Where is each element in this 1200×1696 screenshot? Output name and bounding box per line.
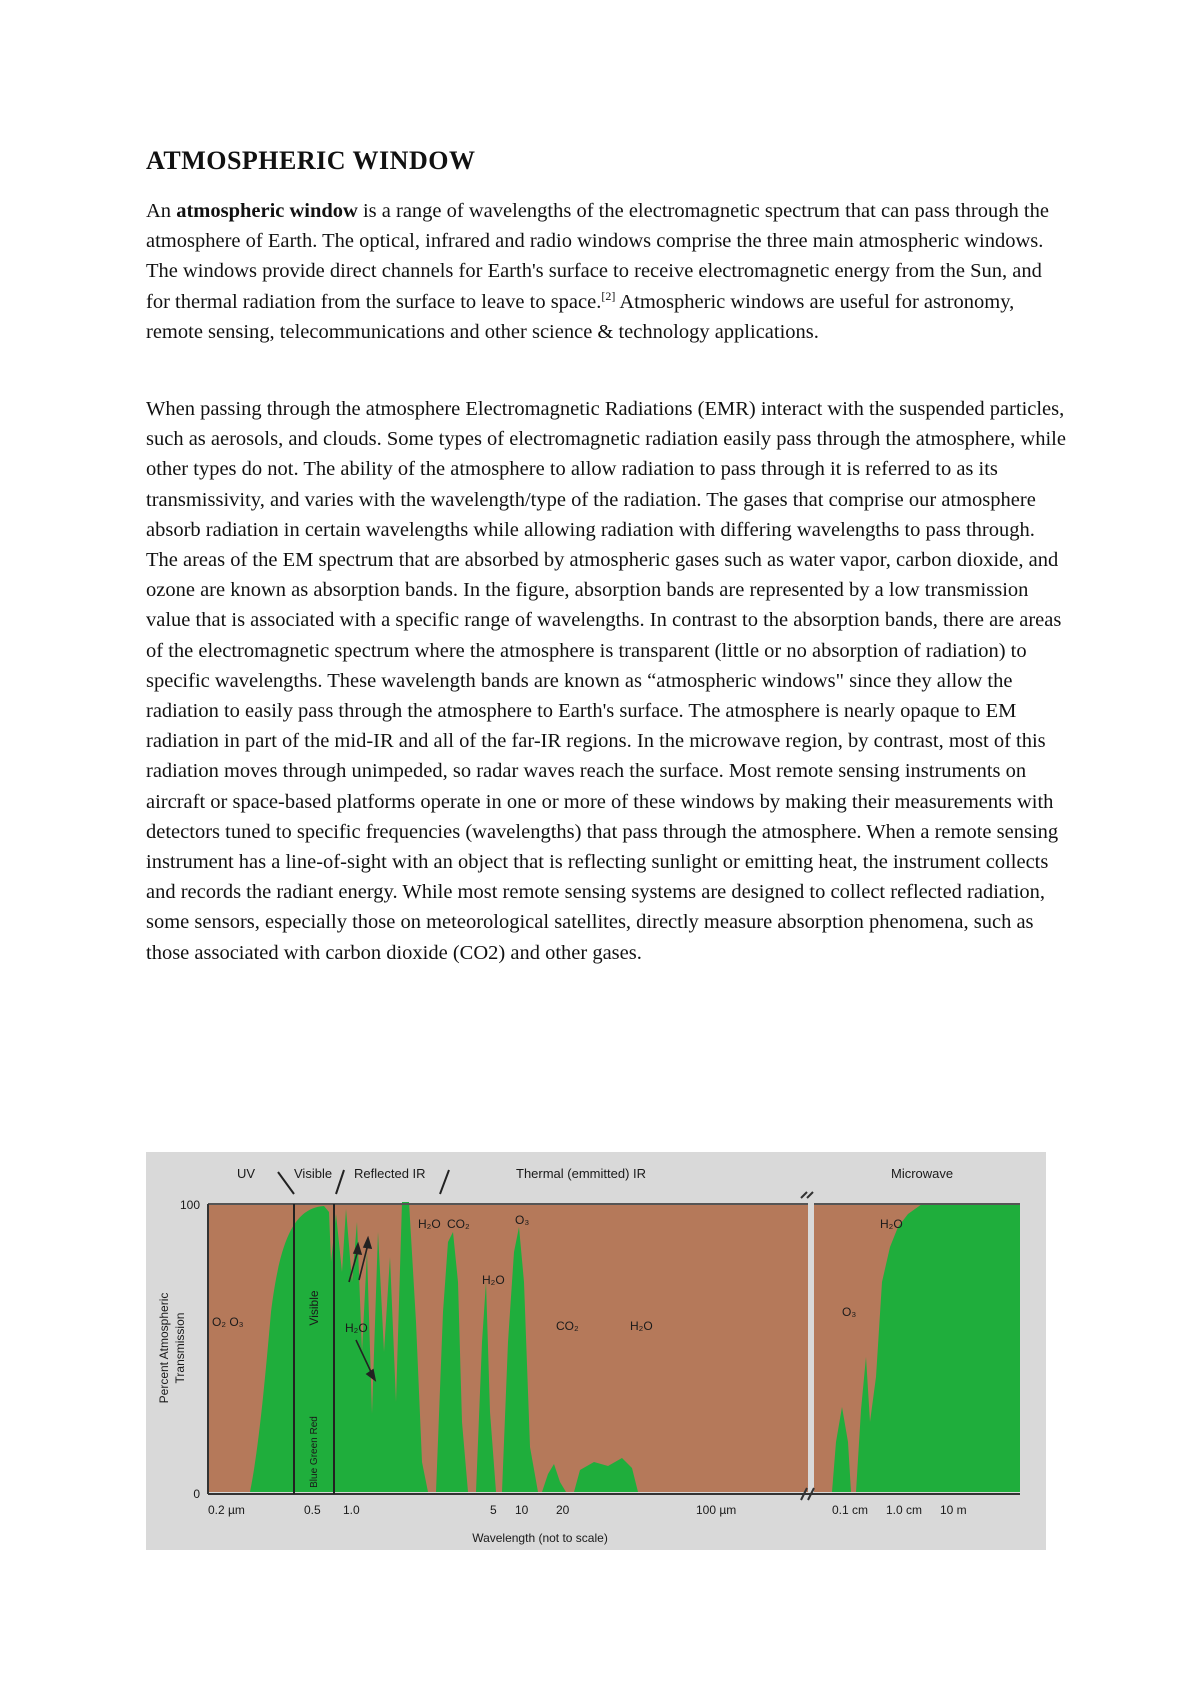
y-tick-0: 0 (193, 1487, 200, 1501)
para1-bold-term: atmospheric window (176, 200, 358, 222)
region-microwave: Microwave (891, 1166, 954, 1181)
visible-vertical-label: Visible (307, 1290, 321, 1326)
para1-end: Atmospheric windows are useful for astronomy, remote sensing, telecommunications and other science & technology applications. (146, 290, 1015, 343)
y-axis-label-line1: Percent Atmospheric (157, 1292, 171, 1404)
x-tick-label: 1.0 cm (886, 1503, 923, 1517)
paragraph-2: When passing through the atmosphere Electromagnetic Radiations (EMR) interact with the suspended particles, such as aerosols, and clouds. Some types of electromagnetic radiation easily pass through the atmosphere, while other types do not. The ability of the atmosphere to allow radiation to pass through it is referred to as its transmissivity, and varies with the wavelength/type of the radiation. The gases that comprise our atmosphere absorb radiation in certain wavelengths while allowing radiation with differing wavelengths to pass through. The areas of the EM spectrum that are absorbed by atmospheric gases such as water vapor, carbon dioxide, and ozone are known as absorption bands. In the figure, absorption bands are represented by a low transmission value that is associated with a specific range of wavelengths. In contrast to the absorption bands, there are areas of the electromagnetic spectrum where the atmosphere is transparent (little or no absorption of radiation) to specific wavelengths. These wavelength bands are known as “atmospheric windows" since they allow the radiation to easily pass through the atmosphere to Earth's surface. The atmosphere is nearly opaque to EM radiation in part of the mid-IR and all of the far-IR regions. In the microwave region, by contrast, most of this radiation moves through unimpeded, so radar waves reach the surface. Most remote sensing instruments on aircraft or space-based platforms operate in one or more of these windows by making their measurements with detectors tuned to specific frequencies (wavelengths) that pass through the atmosphere. When a remote sensing instrument has a line-of-sight with an object that is reflecting sunlight or emitting heat, the instrument collects and records the radiant energy. While most remote sensing systems are designed to collect reflected radiation, some sensors, especially those on meteorological satellites, directly measure absorption phenomena, such as those associated with carbon dioxide (CO2) and other gases. (146, 398, 1066, 964)
y-axis-label-line2: Transmission (173, 1312, 187, 1384)
x-tick-label: 10 m (940, 1503, 967, 1517)
absorber-co2-thermal: CO₂ (556, 1319, 579, 1333)
transmission-chart (146, 1152, 1046, 1550)
absorber-o2-o3: O₂ O₃ (212, 1315, 244, 1329)
x-tick-label: 10 (515, 1503, 529, 1517)
x-tick-label: 100 µm (696, 1503, 737, 1517)
absorber-h2o-thermal: H₂O (482, 1273, 505, 1287)
region-reflected-ir: Reflected IR (354, 1166, 426, 1181)
absorber-o3-microwave: O₃ (842, 1305, 857, 1319)
paragraph-1 (146, 196, 1066, 347)
x-tick-label: 0.5 (304, 1503, 321, 1517)
absorber-h2o-top: H₂O (418, 1217, 441, 1231)
y-tick-100: 100 (179, 1198, 200, 1212)
para1-body: is a range of wavelengths of the electromagnetic spectrum that can pass through the atmosphere of Earth. The optical, infrared and radio windows comprise the three main atmospheric windows. The windows provide direct channels for Earth's surface to receive electromagnetic energy from the Sun, and for thermal radiation from the surface to leave to space. (146, 200, 1049, 313)
x-tick-label: 20 (556, 1503, 570, 1517)
x-axis-label: Wavelength (not to scale) (472, 1531, 608, 1545)
reflected-ir-bracket-line (440, 1170, 449, 1194)
visible-bracket-line (336, 1170, 344, 1194)
absorber-o3-thermal: O₃ (515, 1213, 530, 1227)
absorber-h2o-reflected-ir: H₂O (345, 1321, 368, 1335)
region-thermal-ir: Thermal (emmitted) IR (516, 1166, 647, 1181)
page-title: ATMOSPHERIC WINDOW (146, 146, 476, 175)
transmission-figure (146, 1152, 1046, 1550)
region-uv: UV (237, 1166, 256, 1181)
region-visible: Visible (294, 1166, 333, 1181)
citation-link[interactable]: [2] (601, 288, 616, 303)
x-tick-label: 5 (490, 1503, 497, 1517)
absorber-co2-top: CO₂ (447, 1217, 470, 1231)
absorber-h2o-far: H₂O (630, 1319, 653, 1333)
x-tick-label: 1.0 (343, 1503, 360, 1517)
x-tick-label: 0.1 cm (832, 1503, 869, 1517)
absorber-h2o-microwave: H₂O (880, 1217, 903, 1231)
blue-green-red-label: Blue Green Red (309, 1416, 320, 1488)
x-tick-label: 0.2 µm (208, 1503, 245, 1517)
para1-intro: An (146, 200, 177, 222)
axis-break-top (801, 1192, 813, 1198)
uv-bracket-line (278, 1172, 294, 1194)
